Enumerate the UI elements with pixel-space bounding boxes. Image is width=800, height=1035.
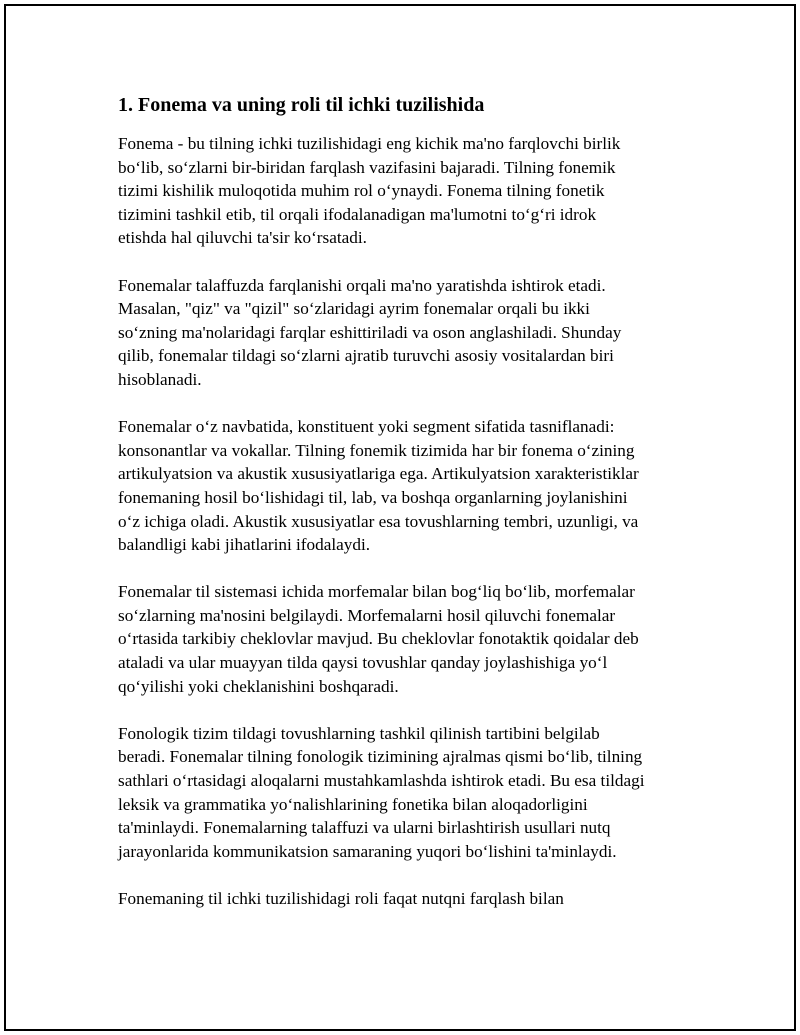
document-body xyxy=(118,92,698,934)
text-line: ataladi va ular muayyan tilda qaysi tovushlar qanday joylashishiga yo‘l xyxy=(118,653,608,673)
text-line: sathlari o‘rtasidagi aloqalarni mustahkamlashda ishtirok etadi. Bu esa tildagi xyxy=(118,771,645,791)
paragraph xyxy=(118,415,698,557)
text-line: etishda hal qiluvchi ta'sir ko‘rsatadi. xyxy=(118,228,367,248)
text-line: beradi. Fonemalar tilning fonologik tizimining ajralmas qismi bo‘lib, tilning xyxy=(118,747,643,767)
text-line: balandligi kabi jihatlarini ifodalaydi. xyxy=(118,535,371,555)
paragraph xyxy=(118,887,698,911)
text-line: bo‘lib, so‘zlarni bir-biridan farqlash vazifasini bajaradi. Tilning fonemik xyxy=(118,157,616,177)
text-line: Fonemalar o‘z navbatida, konstituent yoki segment sifatida tasniflanadi: xyxy=(118,417,615,437)
paragraph xyxy=(118,722,698,864)
text-line: so‘zlarning ma'nosini belgilaydi. Morfemalarni hosil qiluvchi fonemalar xyxy=(118,605,616,625)
paragraph xyxy=(118,580,698,698)
paragraph xyxy=(118,132,698,250)
text-line: leksik va grammatika yo‘nalishlarining fonetika bilan aloqadorligini xyxy=(118,794,588,814)
paragraph xyxy=(118,274,698,392)
section-heading: 1. Fonema va uning roli til ichki tuzilishida xyxy=(118,94,485,116)
text-line: tizimini tashkil etib, til orqali ifodalanadigan ma'lumotni to‘g‘ri idrok xyxy=(118,204,597,224)
text-line: hisoblanadi. xyxy=(118,369,202,389)
text-line: qilib, fonemalar tildagi so‘zlarni ajratib turuvchi asosiy vositalardan biri xyxy=(118,346,614,366)
text-line: jarayonlarida kommunikatsion samaraning yuqori bo‘lishini ta'minlaydi. xyxy=(118,841,617,861)
text-line: fonemaning hosil bo‘lishidagi til, lab, va boshqa organlarning joylanishini xyxy=(118,487,628,507)
text-line: konsonantlar va vokallar. Tilning fonemik tizimida har bir fonema o‘zining xyxy=(118,440,635,460)
text-line: Fonema - bu tilning ichki tuzilishidagi eng kichik ma'no farqlovchi birlik xyxy=(118,134,621,153)
text-line: qo‘yilishi yoki cheklanishini boshqaradi. xyxy=(118,676,399,696)
text-line: o‘rtasida tarkibiy cheklovlar mavjud. Bu cheklovlar fonotaktik qoidalar deb xyxy=(118,629,639,649)
text-line: Fonemaning til ichki tuzilishidagi roli faqat nutqni farqlash bilan xyxy=(118,889,564,908)
text-line: Fonologik tizim tildagi tovushlarning tashkil qilinish tartibini belgilab xyxy=(118,723,600,743)
text-line: Fonemalar talaffuzda farqlanishi orqali ma'no yaratishda ishtirok etadi. xyxy=(118,275,606,295)
text-line: so‘zning ma'nolaridagi farqlar eshittiriladi va oson anglashiladi. Shunday xyxy=(118,322,622,342)
text-line: Fonemalar til sistemasi ichida morfemalar bilan bog‘liq bo‘lib, morfemalar xyxy=(118,582,635,602)
text-line: o‘z ichiga oladi. Akustik xususiyatlar esa tovushlarning tembri, uzunligi, va xyxy=(118,511,639,531)
text-line: tizimi kishilik muloqotida muhim rol o‘ynaydi. Fonema tilning fonetik xyxy=(118,181,605,201)
text-line: ta'minlaydi. Fonemalarning talaffuzi va ularni birlashtirish usullari nutq xyxy=(118,818,611,838)
text-line: Masalan, "qiz" va "qizil" so‘zlaridagi ayrim fonemalar orqali bu ikki xyxy=(118,299,590,319)
text-line: artikulyatsion va akustik xususiyatlariga ega. Artikulyatsion xarakteristiklar xyxy=(118,464,639,484)
